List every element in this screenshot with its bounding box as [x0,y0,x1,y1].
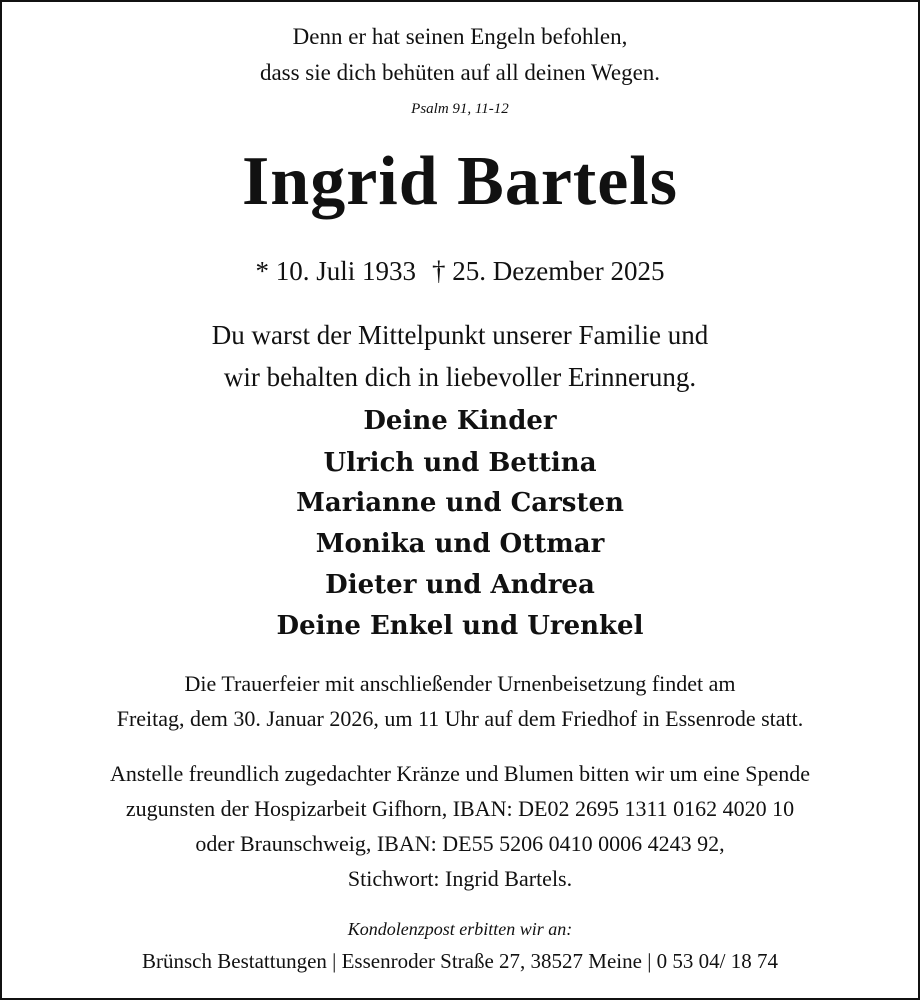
mourner-children-heading: Deine Kinder [363,406,557,436]
birth-date: * 10. Juli 1933 [255,256,417,286]
mourner-line: Marianne und Carsten [296,488,624,518]
mourner-line: Monika und Ottmar [315,529,605,559]
donation-line-3: oder Braunschweig, IBAN: DE55 5206 0410 0006 4243 92, [195,831,725,856]
condolence-label: Kondolenzpost erbitten wir an: [347,919,573,939]
deceased-name: Ingrid Bartels [242,143,678,220]
verse-reference: Psalm 91, 11-12 [411,101,509,117]
mourner-grandchildren: Deine Enkel und Urenkel [276,611,644,641]
service-line-2: Freitag, dem 30. Januar 2026, um 11 Uhr auf dem Friedhof in Essenrode statt. [116,706,804,731]
tribute-line-1: Du warst der Mittelpunkt unserer Familie und [211,320,709,350]
mourner-line: Ulrich und Bettina [323,448,597,478]
mourner-line: Dieter und Andrea [325,570,595,600]
donation-line-1: Anstelle freundlich zugedachter Kränze und Blumen bitten wir um eine Spende [109,761,811,786]
tribute-line-2: wir behalten dich in liebevoller Erinnerung. [223,362,697,392]
donation-line-4: Stichwort: Ingrid Bartels. [347,866,573,891]
verse-line-2: dass sie dich behüten auf all deinen Wegen. [259,60,661,85]
service-line-1: Die Trauerfeier mit anschließender Urnenbeisetzung findet am [184,671,736,696]
undertaker-address: Brünsch Bestattungen | Essenroder Straße 27, 38527 Meine | 0 53 04/ 18 74 [142,949,778,973]
donation-line-2: zugunsten der Hospizarbeit Gifhorn, IBAN: DE02 2695 1311 0162 4020 10 [125,796,795,821]
verse-line-1: Denn er hat seinen Engeln befohlen, [292,24,628,49]
life-dates [0,256,920,287]
death-date: † 25. Dezember 2025 [432,256,665,286]
